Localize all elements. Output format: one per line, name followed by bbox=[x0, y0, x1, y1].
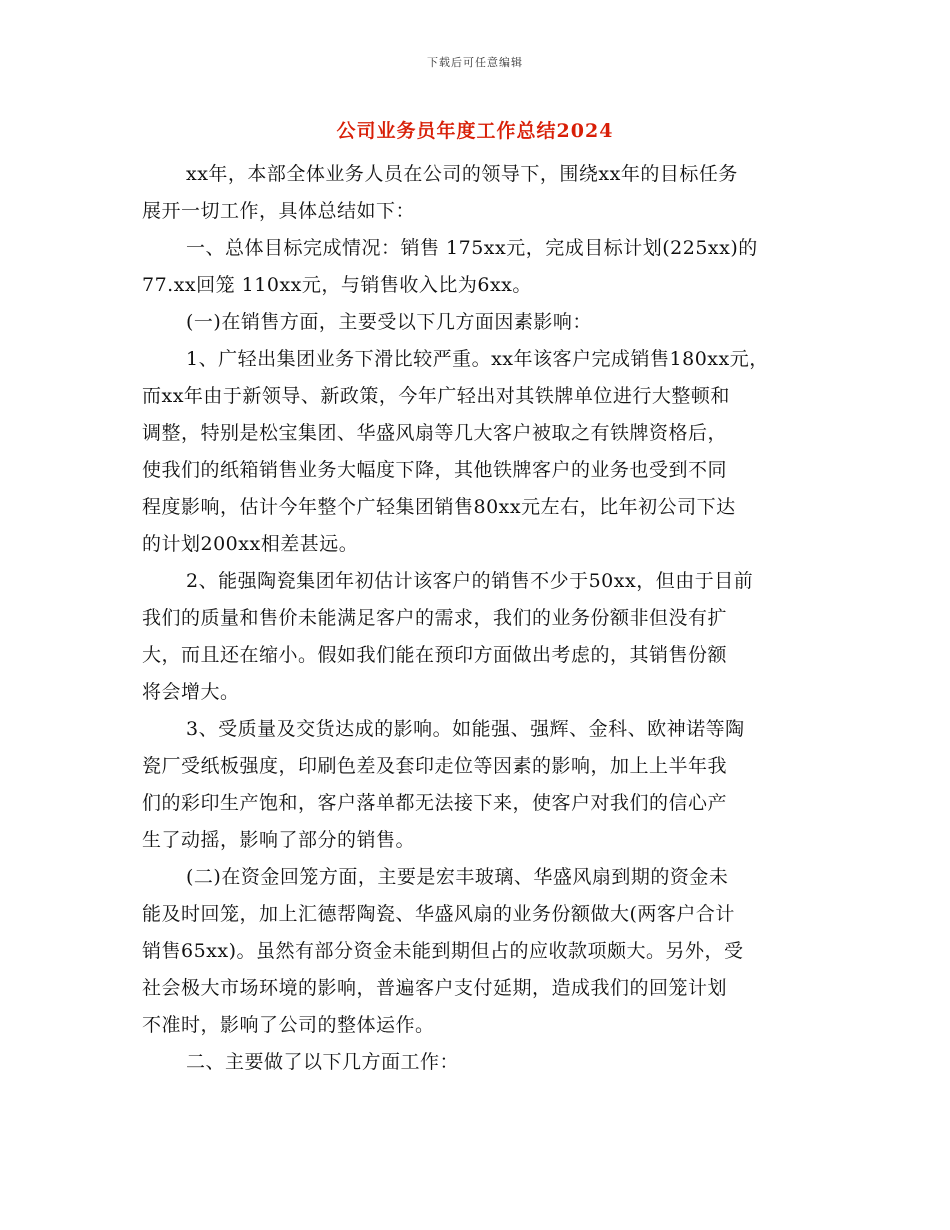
body-line: 生了动摇，影响了部分的销售。 bbox=[142, 829, 416, 851]
body-line: xx年，本部全体业务人员在公司的领导下，围绕xx年的目标任务 bbox=[186, 163, 738, 185]
body-line: 大，而且还在缩小。假如我们能在预印方面做出考虑的，其销售份额 bbox=[142, 644, 728, 666]
body-line: 3、受质量及交货达成的影响。如能强、强辉、金科、欧神诺等陶 bbox=[186, 718, 745, 740]
body-line: 瓷厂受纸板强度，印刷色差及套印走位等因素的影响，加上上半年我 bbox=[142, 755, 728, 777]
body-line: 销售65xx)。虽然有部分资金未能到期但占的应收款项颇大。另外，受 bbox=[142, 940, 744, 962]
body-line: 展开一切工作，具体总结如下： bbox=[142, 200, 416, 222]
body-line: 使我们的纸箱销售业务大幅度下降，其他铁牌客户的业务也受到不同 bbox=[142, 459, 728, 481]
header-note: 下载后可任意编辑 bbox=[427, 56, 523, 69]
document-body bbox=[142, 156, 822, 1081]
body-line: 能及时回笼，加上汇德帮陶瓷、华盛风扇的业务份额做大(两客户合计 bbox=[142, 903, 735, 925]
body-line: 社会极大市场环境的影响，普遍客户支付延期，造成我们的回笼计划 bbox=[142, 977, 728, 999]
body-line: 而xx年由于新领导、新政策，今年广轻出对其铁牌单位进行大整顿和 bbox=[142, 385, 730, 407]
body-line: 一、总体目标完成情况：销售 175xx元，完成目标计划(225xx)的 bbox=[186, 237, 758, 259]
body-line: 1、广轻出集团业务下滑比较严重。xx年该客户完成销售180xx元， bbox=[186, 348, 769, 370]
body-line: 2、能强陶瓷集团年初估计该客户的销售不少于50xx，但由于目前 bbox=[186, 570, 754, 592]
body-line: 我们的质量和售价未能满足客户的需求，我们的业务份额非但没有扩 bbox=[142, 607, 728, 629]
body-line: 们的彩印生产饱和，客户落单都无法接下来，使客户对我们的信心产 bbox=[142, 792, 728, 814]
document-title: 公司业务员年度工作总结2024 bbox=[336, 120, 614, 142]
body-line: (二)在资金回笼方面，主要是宏丰玻璃、华盛风扇到期的资金未 bbox=[186, 866, 729, 888]
body-line: 的计划200xx相差甚远。 bbox=[142, 533, 359, 555]
body-line: 77.xx回笼 110xx元，与销售收入比为6xx。 bbox=[142, 274, 532, 296]
body-line: 不准时，影响了公司的整体运作。 bbox=[142, 1014, 435, 1036]
body-line: 程度影响，估计今年整个广轻集团销售80xx元左右，比年初公司下达 bbox=[142, 496, 736, 518]
body-line: 二、主要做了以下几方面工作： bbox=[186, 1051, 460, 1073]
body-line: 调整，特别是松宝集团、华盛风扇等几大客户被取之有铁牌资格后， bbox=[142, 422, 728, 444]
body-line: 将会增大。 bbox=[142, 681, 240, 703]
body-line: (一)在销售方面，主要受以下几方面因素影响： bbox=[186, 311, 592, 333]
